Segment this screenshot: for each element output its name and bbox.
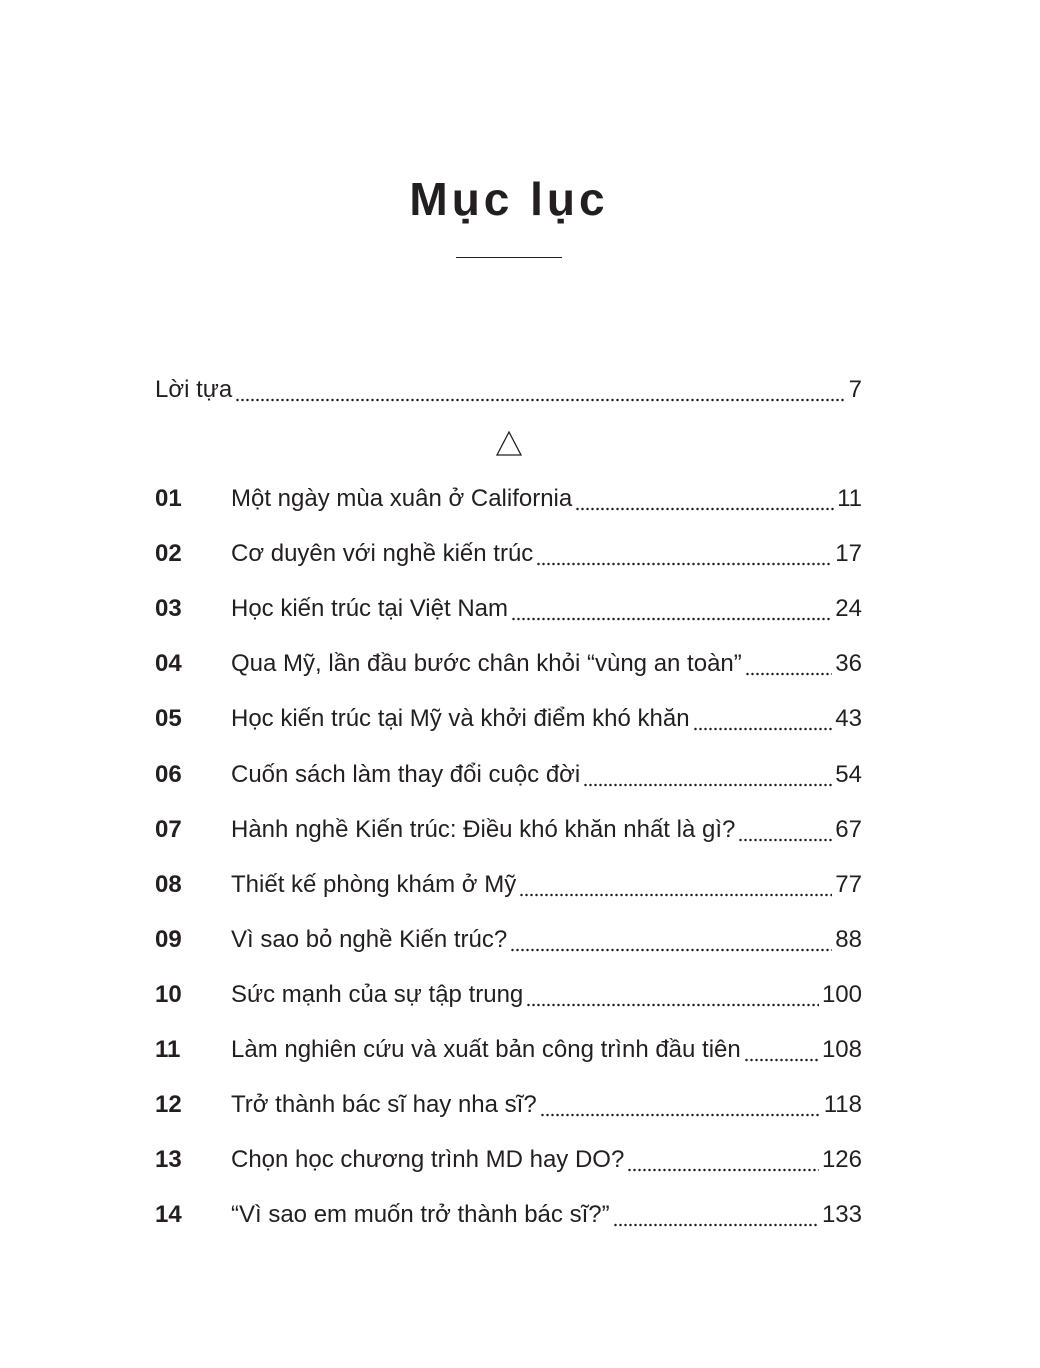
entry-title: Qua Mỹ, lần đầu bước chân khỏi “vùng an toàn” [231, 650, 742, 678]
chapter-number: 11 [155, 1036, 181, 1063]
toc-entry[interactable] [155, 981, 862, 1015]
entry-page: 77 [835, 870, 862, 898]
dot-leader [745, 672, 833, 676]
chapter-number: 13 [155, 1146, 182, 1174]
dot-leader [627, 1168, 819, 1172]
entry-page: 67 [835, 815, 862, 843]
entry-page: 118 [823, 1091, 862, 1119]
dot-leader [519, 893, 832, 897]
dot-leader [511, 617, 832, 621]
chapter-number: 01 [155, 485, 182, 512]
entry-page: 43 [835, 705, 862, 733]
toc-entry[interactable] [155, 650, 862, 684]
toc-entry[interactable] [155, 705, 862, 739]
dot-leader [583, 783, 832, 787]
entry-page: 24 [835, 595, 862, 623]
dot-leader [744, 1058, 819, 1062]
entry-title: Học kiến trúc tại Việt Nam [231, 595, 508, 623]
entry-title: “Vì sao em muốn trở thành bác sĩ?” [231, 1201, 610, 1229]
toc-entry[interactable] [155, 1091, 862, 1125]
chapter-number: 03 [155, 595, 182, 623]
chapter-number: 14 [155, 1201, 182, 1229]
chapter-number: 08 [155, 870, 182, 898]
page-title: Mục lục [409, 173, 609, 225]
toc-entry[interactable] [155, 1201, 862, 1235]
entry-page: 7 [848, 376, 862, 403]
toc-entry[interactable] [155, 816, 862, 850]
entry-title: Hành nghề Kiến trúc: Điều khó khăn nhất là gì? [231, 815, 736, 843]
entry-title: Trở thành bác sĩ hay nha sĩ? [231, 1091, 537, 1119]
dot-leader [540, 1113, 821, 1117]
entry-title: Chọn học chương trình MD hay DO? [231, 1146, 625, 1174]
entry-title: Lời tựa [155, 376, 233, 403]
chapter-number: 12 [155, 1091, 182, 1119]
toc-entry-preface[interactable] [155, 376, 862, 410]
toc-entry[interactable] [155, 926, 862, 960]
entry-title: Làm nghiên cứu và xuất bản công trình đầu tiên [231, 1036, 741, 1063]
dot-leader [613, 1223, 819, 1227]
entry-title: Học kiến trúc tại Mỹ và khởi điểm khó khăn [231, 705, 690, 733]
title-underline [456, 257, 562, 258]
toc-entry[interactable] [155, 1146, 862, 1180]
chapter-number: 02 [155, 540, 182, 568]
entry-page: 36 [835, 650, 862, 678]
chapter-number: 09 [155, 925, 182, 953]
dot-leader [510, 948, 832, 952]
dot-leader [526, 1003, 819, 1007]
entry-page: 54 [835, 760, 862, 788]
toc-entry[interactable] [155, 595, 862, 629]
toc-entry[interactable] [155, 871, 862, 905]
entry-page: 100 [821, 980, 862, 1008]
dot-leader [536, 562, 832, 566]
entry-title: Thiết kế phòng khám ở Mỹ [231, 870, 517, 898]
chapter-number: 05 [155, 705, 182, 733]
entry-title: Cuốn sách làm thay đổi cuộc đời [231, 760, 581, 788]
entry-title: Sức mạnh của sự tập trung [231, 980, 524, 1008]
entry-page: 11 [837, 485, 862, 512]
entry-page: 88 [835, 925, 862, 953]
toc-entry[interactable] [155, 1036, 862, 1070]
entry-page: 126 [821, 1146, 862, 1174]
chapter-number: 04 [155, 650, 182, 678]
entry-title: Vì sao bỏ nghề Kiến trúc? [231, 925, 508, 953]
chapter-number: 10 [155, 980, 182, 1008]
entry-title: Một ngày mùa xuân ở California [231, 485, 573, 512]
dot-leader [235, 398, 845, 402]
entry-title: Cơ duyên với nghề kiến trúc [231, 540, 534, 568]
entry-page: 108 [821, 1036, 862, 1063]
dot-leader [738, 838, 832, 842]
entry-page: 17 [835, 540, 862, 568]
toc-entry[interactable] [155, 485, 862, 519]
dot-leader [575, 507, 834, 511]
toc-entry[interactable] [155, 540, 862, 574]
chapter-number: 07 [155, 815, 182, 843]
triangle-ornament-icon [496, 430, 522, 456]
dot-leader [693, 727, 833, 731]
entry-page: 133 [821, 1201, 862, 1229]
chapter-number: 06 [155, 760, 182, 788]
toc-entry[interactable] [155, 761, 862, 795]
